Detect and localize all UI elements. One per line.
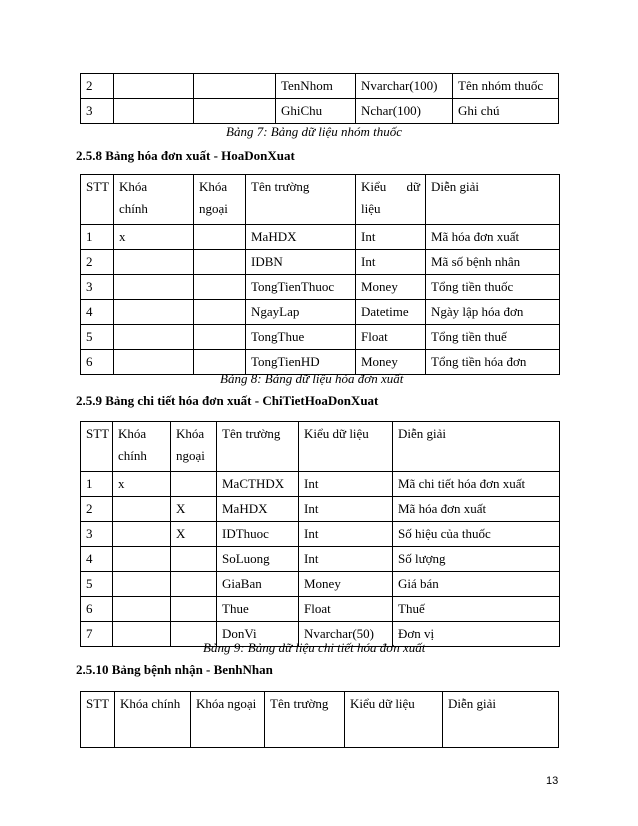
section-heading-2-5-10: 2.5.10 Bảng bệnh nhận - BenhNhan <box>76 662 273 677</box>
table-row <box>81 597 560 622</box>
cell <box>114 300 194 325</box>
cell <box>171 547 217 572</box>
section-heading-2-5-8: 2.5.8 Bảng hóa đơn xuất - HoaDonXuat <box>76 148 295 163</box>
cell <box>113 572 171 597</box>
cell <box>114 325 194 350</box>
cell: TongThue <box>246 325 356 350</box>
table-row <box>81 250 560 275</box>
cell: 5 <box>81 572 113 597</box>
cell: MaCTHDX <box>217 472 299 497</box>
cell: 1 <box>81 225 114 250</box>
cell: 2 <box>81 497 113 522</box>
cell: Số lượng <box>393 547 560 572</box>
cell <box>171 597 217 622</box>
table-8-caption: Bảng 8: Bảng dữ liệu hóa đơn xuất <box>220 371 404 386</box>
table-row <box>81 325 560 350</box>
cell: X <box>171 522 217 547</box>
header-cell-description: Diễn giải <box>443 692 559 748</box>
cell <box>113 547 171 572</box>
section-heading-2-5-9: 2.5.9 Bảng chi tiết hóa đơn xuất - ChiTietHoaDonXuat <box>76 393 379 408</box>
cell: 4 <box>81 300 114 325</box>
table-row <box>81 74 559 99</box>
cell <box>194 74 276 99</box>
table-row <box>81 275 560 300</box>
cell <box>114 99 194 124</box>
cell <box>194 300 246 325</box>
table-header-row <box>81 692 559 748</box>
cell <box>194 99 276 124</box>
cell <box>114 275 194 300</box>
cell: 2 <box>81 250 114 275</box>
cell: MaHDX <box>217 497 299 522</box>
cell: Thue <box>217 597 299 622</box>
cell: Money <box>356 275 426 300</box>
cell: Tổng tiền thuốc <box>426 275 560 300</box>
cell: 2 <box>81 74 114 99</box>
cell: 7 <box>81 622 113 647</box>
cell: Money <box>356 350 426 375</box>
header-cell-description: Diễn giải <box>426 175 560 225</box>
cell <box>194 250 246 275</box>
table-row <box>81 497 560 522</box>
table-row <box>81 547 560 572</box>
cell: TongTienThuoc <box>246 275 356 300</box>
table-8-body <box>81 175 560 375</box>
cell: MaHDX <box>246 225 356 250</box>
cell: Giá bán <box>393 572 560 597</box>
cell <box>194 325 246 350</box>
header-cell-data-type: Kiểu dữ liệu <box>299 422 393 472</box>
header-cell-foreign-key: Khóa ngoại <box>191 692 265 748</box>
cell: 3 <box>81 99 114 124</box>
header-cell-data-type: Kiểu dữ liệu <box>356 175 426 225</box>
table-10-body <box>81 692 559 748</box>
cell: x <box>113 472 171 497</box>
header-cell-data-type: Kiểu dữ liệu <box>345 692 443 748</box>
table-8 <box>80 174 560 375</box>
cell: 1 <box>81 472 113 497</box>
cell: Float <box>299 597 393 622</box>
table-7-caption: Bảng 7: Bảng dữ liệu nhóm thuốc <box>226 124 403 139</box>
cell: DonVi <box>217 622 299 647</box>
cell: Thuế <box>393 597 560 622</box>
header-cell-primary-key: Khóa chính <box>113 422 171 472</box>
header-cell-foreign-key: Khóa ngoại <box>194 175 246 225</box>
cell: Ghi chú <box>453 99 559 124</box>
table-row <box>81 572 560 597</box>
cell: SoLuong <box>217 547 299 572</box>
cell <box>113 522 171 547</box>
cell: NgayLap <box>246 300 356 325</box>
cell: Int <box>299 472 393 497</box>
cell: 3 <box>81 275 114 300</box>
cell <box>194 275 246 300</box>
cell: Int <box>299 547 393 572</box>
cell <box>171 572 217 597</box>
table-9-caption: Bảng 9: Bảng dữ liệu chi tiết hóa đơn xuất <box>203 640 426 655</box>
header-cell-stt: STT <box>81 692 115 748</box>
cell <box>194 225 246 250</box>
cell <box>114 250 194 275</box>
cell <box>113 622 171 647</box>
cell: Nvarchar(50) <box>299 622 393 647</box>
header-cell-field-name: Tên trường <box>265 692 345 748</box>
table-header-row <box>81 175 560 225</box>
cell: Nvarchar(100) <box>356 74 453 99</box>
table-row <box>81 225 560 250</box>
table-10 <box>80 691 559 748</box>
page-number: 13 <box>546 775 559 787</box>
header-cell-foreign-key: Khóa ngoại <box>171 422 217 472</box>
cell: Int <box>356 250 426 275</box>
table-9-body <box>81 422 560 647</box>
cell: Int <box>299 497 393 522</box>
cell: Ngày lập hóa đơn <box>426 300 560 325</box>
cell: Tên nhóm thuốc <box>453 74 559 99</box>
cell: Mã hóa đơn xuất <box>426 225 560 250</box>
cell <box>171 472 217 497</box>
header-cell-field-name: Tên trường <box>217 422 299 472</box>
cell: X <box>171 497 217 522</box>
cell: 3 <box>81 522 113 547</box>
cell: 6 <box>81 350 114 375</box>
header-cell-primary-key: Khóa chính <box>115 692 191 748</box>
cell <box>114 74 194 99</box>
table-9 <box>80 421 560 647</box>
cell: Datetime <box>356 300 426 325</box>
table-7-body <box>81 74 559 124</box>
header-cell-field-name: Tên trường <box>246 175 356 225</box>
cell: Int <box>299 522 393 547</box>
cell <box>113 597 171 622</box>
cell: Mã chi tiết hóa đơn xuất <box>393 472 560 497</box>
cell: Float <box>356 325 426 350</box>
cell: Money <box>299 572 393 597</box>
cell: Mã số bệnh nhân <box>426 250 560 275</box>
table-row <box>81 99 559 124</box>
table-7-tail <box>80 73 559 124</box>
header-cell-description: Diễn giải <box>393 422 560 472</box>
cell: 4 <box>81 547 113 572</box>
cell: Mã hóa đơn xuất <box>393 497 560 522</box>
cell: Nchar(100) <box>356 99 453 124</box>
cell: IDBN <box>246 250 356 275</box>
cell: TongTienHD <box>246 350 356 375</box>
cell: Số hiệu của thuốc <box>393 522 560 547</box>
cell: GiaBan <box>217 572 299 597</box>
header-cell-primary-key: Khóa chính <box>114 175 194 225</box>
cell: Tổng tiền thuế <box>426 325 560 350</box>
header-cell-stt: STT <box>81 422 113 472</box>
table-row <box>81 522 560 547</box>
cell: 5 <box>81 325 114 350</box>
cell: Int <box>356 225 426 250</box>
cell: Đơn vị <box>393 622 560 647</box>
table-header-row <box>81 422 560 472</box>
cell: x <box>114 225 194 250</box>
cell: 6 <box>81 597 113 622</box>
cell: TenNhom <box>276 74 356 99</box>
cell <box>113 497 171 522</box>
header-cell-stt: STT <box>81 175 114 225</box>
cell: Tổng tiền hóa đơn <box>426 350 560 375</box>
cell: GhiChu <box>276 99 356 124</box>
table-row <box>81 300 560 325</box>
cell <box>114 350 194 375</box>
table-row <box>81 472 560 497</box>
cell: IDThuoc <box>217 522 299 547</box>
